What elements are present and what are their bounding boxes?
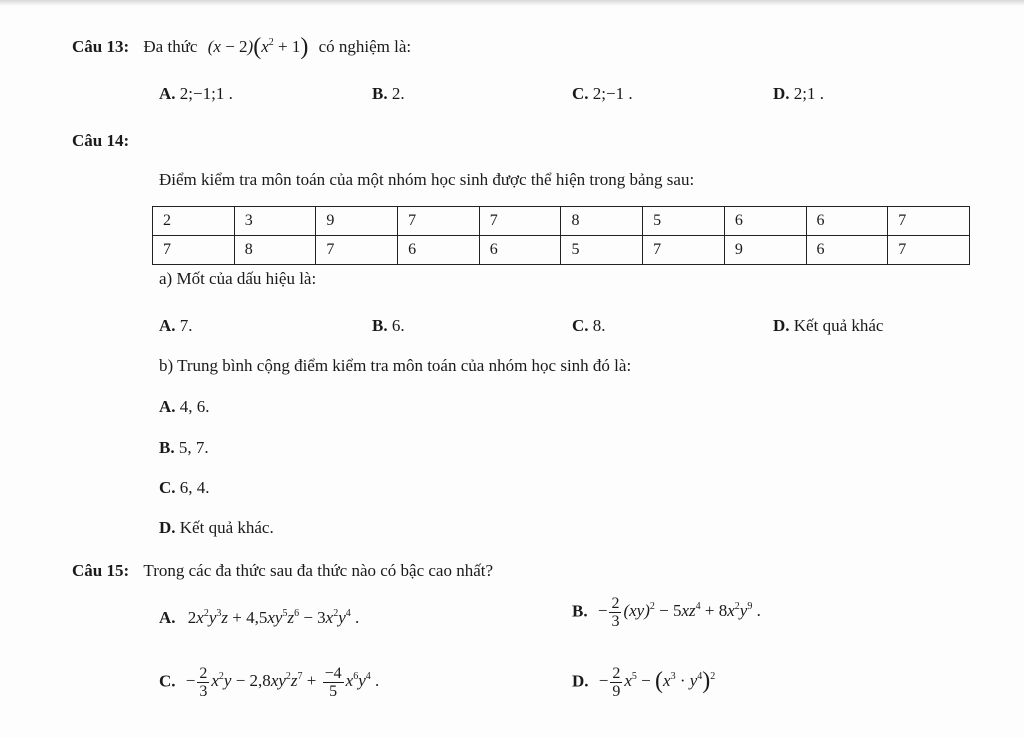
q14a-option-a[interactable]: A. 7. (159, 316, 193, 335)
q13-prompt-before: Đa thức (143, 37, 198, 56)
q14-part-a: a) Mốt của dấu hiệu là: (159, 269, 317, 288)
q15-label: Câu 15: (72, 561, 130, 580)
q14b-option-b[interactable]: B. 5, 7. (159, 438, 209, 457)
q14a-option-b[interactable]: B. 6. (372, 316, 405, 335)
q14b-option-d[interactable]: D. Kết quả khác. (159, 518, 274, 537)
q13-option-d[interactable]: D. 2;1 . (773, 84, 825, 103)
table-cell: 7 (888, 236, 970, 265)
table-cell: 7 (316, 236, 398, 265)
table-cell: 6 (398, 236, 480, 265)
table-cell: 7 (398, 207, 480, 236)
q14-intro: Điểm kiểm tra môn toán của một nhóm học sinh được thể hiện trong bảng sau: (159, 170, 695, 189)
q14-label: Câu 14: (72, 131, 130, 150)
q14b-option-a[interactable]: A. 4, 6. (159, 397, 210, 416)
q15-option-c[interactable]: C. − $\frac{2}{3}$ $x^2y - 2,8xy^2z^7$ + $\frac{-4}{5}$ $x^6y^4$ . (159, 665, 380, 700)
q13-label: Câu 13: (72, 37, 130, 56)
table-cell: 7 (479, 207, 561, 236)
q13-option-a[interactable]: A. 2;−1;1 . (159, 84, 233, 103)
q14a-option-d[interactable]: D. Kết quả khác (773, 316, 884, 335)
q15-option-d[interactable]: D. − $\frac{2}{9}$ $x^5 - (x^3 \cdot y^4)^2$ (572, 665, 716, 700)
table-row (153, 236, 970, 265)
table-cell: 2 (153, 207, 235, 236)
table-cell: 5 (561, 236, 643, 265)
q15-prompt: Trong các đa thức sau đa thức nào có bậc cao nhất? (143, 561, 494, 580)
table-cell: 6 (806, 236, 888, 265)
q15-option-a[interactable]: A. $2x^2y^3z + 4,5xy^5z^6 - 3x^2y^4$ . (159, 608, 360, 627)
scan-top-shadow (0, 0, 1024, 6)
q14a-option-c[interactable]: C. 8. (572, 316, 606, 335)
q15-line (72, 561, 493, 581)
table-cell: 8 (561, 207, 643, 236)
q13-line (72, 34, 411, 61)
table-cell: 3 (234, 207, 316, 236)
table-cell: 7 (153, 236, 235, 265)
q15-formula-c: − $\frac{2}{3}$ $x^2y - 2,8xy^2z^7$ + $\frac{-4}{5}$ $x^6y^4$ . (185, 665, 380, 700)
table-cell: 6 (724, 207, 806, 236)
table-cell: 5 (643, 207, 725, 236)
q15-formula-d: − $\frac{2}{9}$ $x^5 - (x^3 \cdot y^4)^2$ (598, 665, 716, 700)
table-cell: 7 (888, 207, 970, 236)
q13-prompt-after: có nghiệm là: (318, 37, 412, 56)
q14-part-b: b) Trung bình cộng điểm kiểm tra môn toán của nhóm học sinh đó là: (159, 356, 632, 375)
table-cell: 6 (806, 207, 888, 236)
table-cell: 9 (316, 207, 398, 236)
table-cell: 9 (724, 236, 806, 265)
q15-option-b[interactable]: B. − $\frac{2}{3}$ $(xy)^2 - 5xz^4 + 8x^2y^9$ . (572, 595, 761, 630)
q13-polynomial: $(x - 2)(x^2 + 1)$ (207, 34, 309, 60)
table-cell: 7 (643, 236, 725, 265)
q15-formula-b: − $\frac{2}{3}$ $(xy)^2 - 5xz^4 + 8x^2y^9$ . (597, 595, 761, 630)
q13-option-c[interactable]: C. 2;−1 . (572, 84, 633, 103)
scores-table (152, 206, 970, 265)
q15-formula-a: $2x^2y^3z + 4,5xy^5z^6 - 3x^2y^4$ . (187, 608, 360, 627)
q14b-option-c[interactable]: C. 6, 4. (159, 478, 210, 497)
q13-option-b[interactable]: B. 2. (372, 84, 405, 103)
table-row (153, 207, 970, 236)
table-cell: 8 (234, 236, 316, 265)
table-cell: 6 (479, 236, 561, 265)
